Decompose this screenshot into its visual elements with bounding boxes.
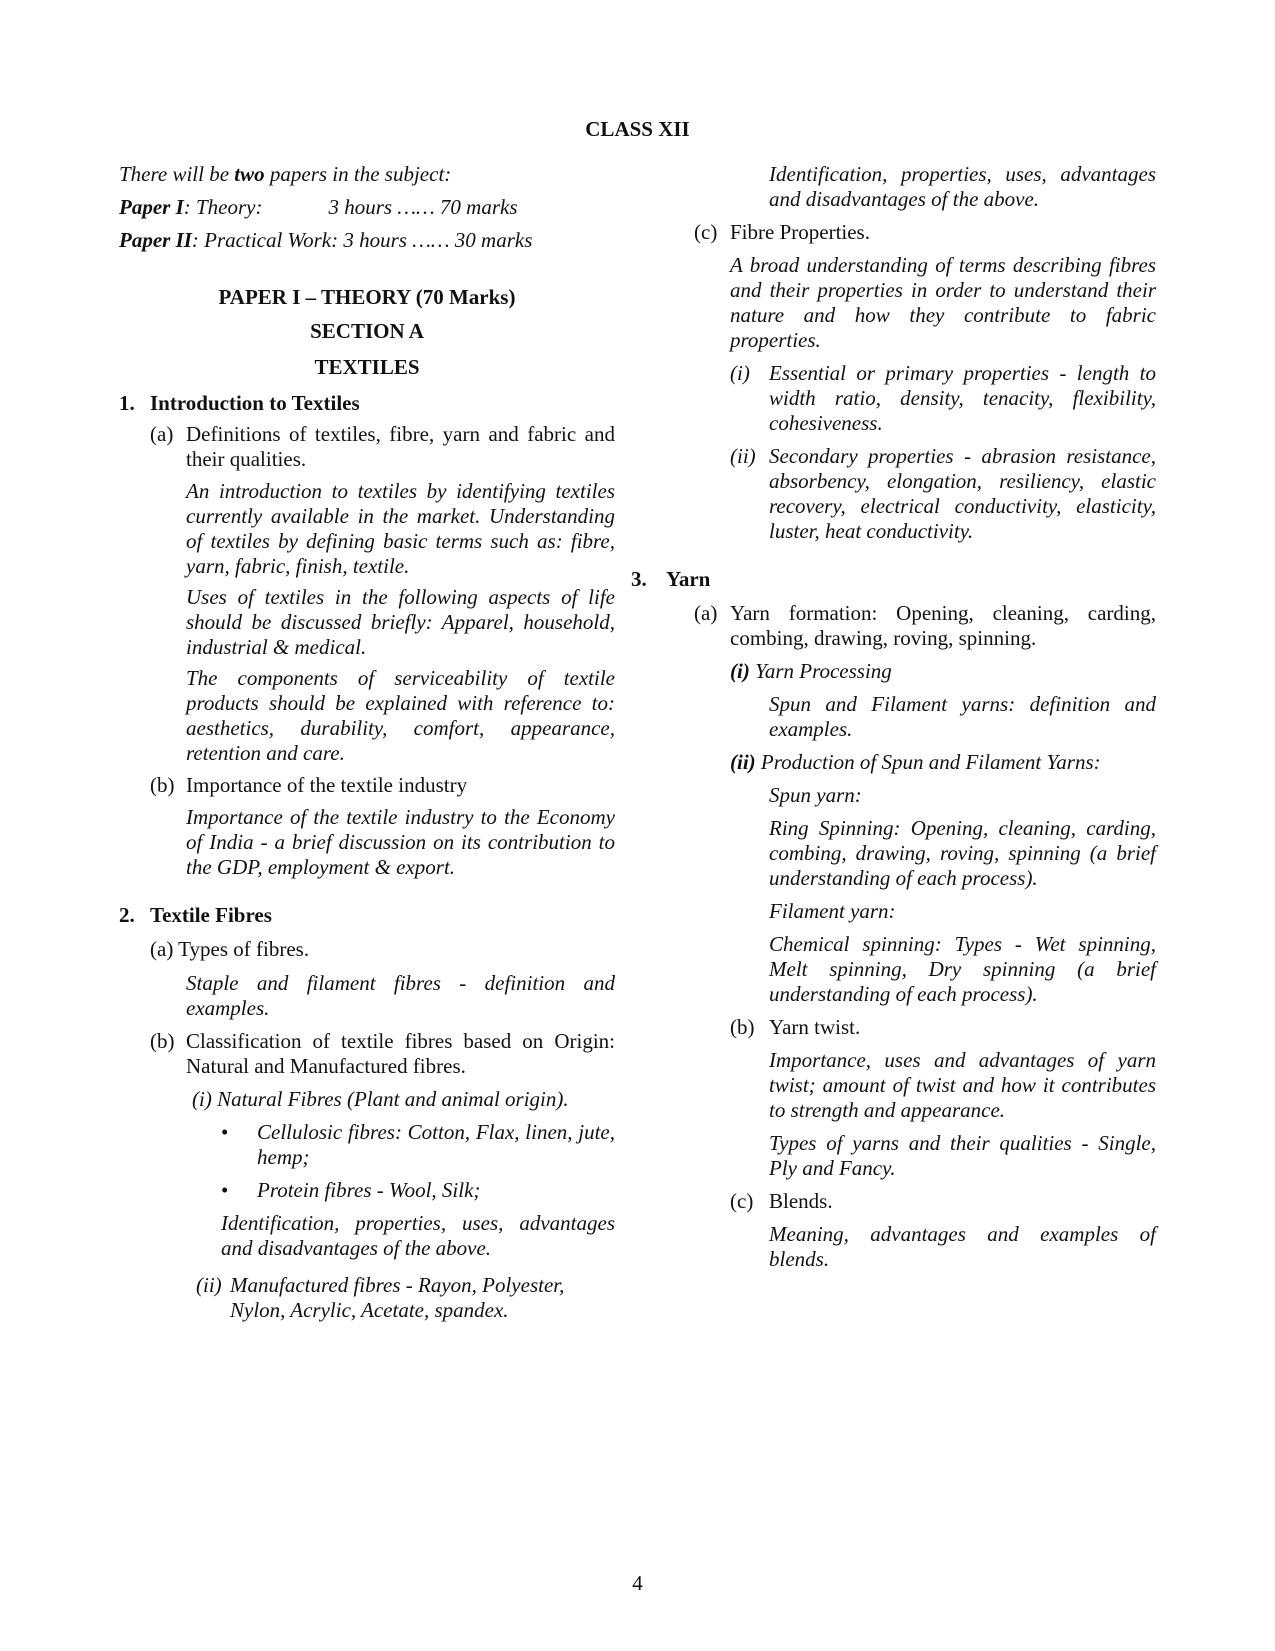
- natural-fibres-heading: (i) Natural Fibres (Plant and animal origin).: [192, 1087, 569, 1111]
- section-2-heading: 2. Textile Fibres: [119, 903, 272, 927]
- spun-yarn-heading: Spun yarn:: [769, 783, 862, 807]
- section-3b-body: Importance, uses and advantages of yarn twist; amount of twist and how it contributes to strength and appearance.: [769, 1048, 1156, 1122]
- primary-properties: (i) Essential or primary properties - length to width ratio, density, tenacity, flexibility, cohesiveness.: [730, 361, 1156, 435]
- section-heading: SECTION A: [310, 319, 424, 343]
- section-2c: (c) Fibre Properties.: [694, 220, 870, 244]
- yarn-production-heading: (ii) Production of Spun and Filament Yarns:: [730, 750, 1101, 774]
- manufactured-fibres: (ii) Manufactured fibres - Rayon, Polyester, Nylon, Acrylic, Acetate, spandex.: [196, 1273, 565, 1322]
- section-3a: (a) Yarn formation: Opening, cleaning, carding, combing, drawing, roving, spinning.: [694, 601, 1156, 650]
- yarn-processing-body: Spun and Filament yarns: definition and examples.: [769, 692, 1156, 741]
- section-3b: (b) Yarn twist.: [730, 1015, 861, 1039]
- paper1-line: Paper I: Theory: 3 hours …… 70 marks: [119, 195, 518, 219]
- natural-fibres-body: Identification, properties, uses, advantages and disadvantages of the above.: [221, 1211, 615, 1260]
- manufactured-fibres-body: Identification, properties, uses, advantages and disadvantages of the above.: [769, 162, 1156, 211]
- paper-heading: PAPER I – THEORY (70 Marks): [218, 285, 516, 309]
- section-3b-body: Types of yarns and their qualities - Single, Ply and Fancy.: [769, 1131, 1156, 1180]
- paper2-line: Paper II: Practical Work: 3 hours …… 30 marks: [119, 228, 533, 252]
- page-number: 4: [632, 1571, 643, 1595]
- section-1-heading: 1. Introduction to Textiles: [119, 391, 360, 415]
- section-3-heading: 3. Yarn: [631, 567, 711, 591]
- section-1a-body: An introduction to textiles by identifying textiles currently available in the market. Understanding of textiles by defining basic terms such as: fibre, yarn, fabric, finish, textile. Uses of textiles in the following aspects of life should be discussed briefly: Apparel, household, industrial & medical. The components of serviceability of textile products should be explained with reference to: aesthetics, durability, comfort, appearance, retention and care.: [186, 479, 615, 765]
- page-title: CLASS XII: [585, 117, 690, 141]
- section-2a: (a) Types of fibres.: [150, 937, 310, 961]
- right-column: [631, 162, 1156, 1272]
- filament-yarn-heading: Filament yarn:: [769, 899, 896, 923]
- section-1b-body: Importance of the textile industry to the Economy of India - a brief discussion on its contribution to the GDP, employment & export.: [186, 805, 615, 879]
- section-2b: (b) Classification of textile fibres based on Origin: Natural and Manufactured fibres.: [150, 1029, 615, 1078]
- section-2a-body: Staple and filament fibres - definition and examples.: [186, 971, 615, 1020]
- spun-yarn-body: Ring Spinning: Opening, cleaning, carding, combing, drawing, roving, spinning (a brief understanding of each process).: [769, 816, 1156, 890]
- intro-line: There will be two papers in the subject:: [119, 162, 452, 186]
- section-3c-body: Meaning, advantages and examples of blends.: [769, 1222, 1156, 1271]
- secondary-properties: (ii) Secondary properties - abrasion resistance, absorbency, elongation, resiliency, elastic recovery, electrical conductivity, elasticity, luster, heat conductivity.: [730, 444, 1156, 543]
- left-column: [119, 162, 615, 1323]
- bullet-item: • Cellulosic fibres: Cotton, Flax, linen, jute, hemp;: [221, 1120, 615, 1169]
- filament-yarn-body: Chemical spinning: Types - Wet spinning, Melt spinning, Dry spinning (a brief understanding of each process).: [769, 932, 1156, 1006]
- section-3c: (c) Blends.: [730, 1189, 833, 1213]
- topic-heading: TEXTILES: [314, 355, 420, 379]
- yarn-processing-heading: (i) Yarn Processing: [730, 659, 892, 683]
- section-1b: (b) Importance of the textile industry: [150, 773, 468, 797]
- section-2c-body: A broad understanding of terms describing fibres and their properties in order to understand their nature and how they contribute to fabric properties.: [730, 253, 1156, 352]
- section-1a: (a) Definitions of textiles, fibre, yarn and fabric and their qualities.: [150, 422, 615, 471]
- bullet-item: • Protein fibres - Wool, Silk;: [221, 1178, 481, 1202]
